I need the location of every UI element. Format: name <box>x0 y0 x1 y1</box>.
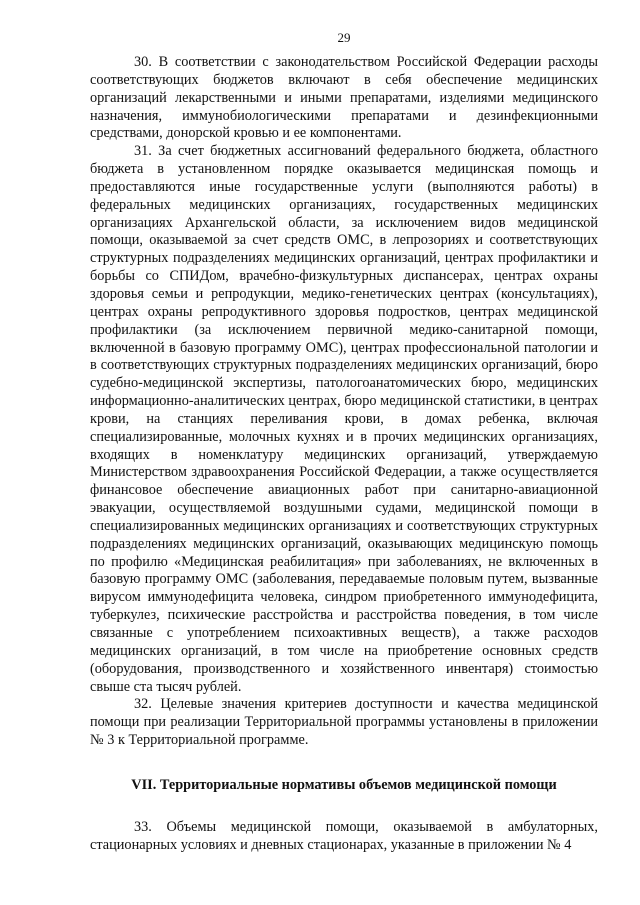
document-page <box>90 30 598 855</box>
paragraph-31: 31. За счет бюджетных ассигнований федерального бюджета, областного бюджета в установленном порядке оказывается медицинская помощь и предоставляются иные государственные услуги (выполняются работы) в федеральных медицинских организациях, государственных медицинских организациях Архангельской области, за исключением видов медицинской помощи, оказываемой за счет средств ОМС, в лепрозориях и соответствующих структурных подразделениях медицинских организаций, центрах профилактики и борьбы со СПИДом, врачебно-физкультурных диспансерах, центрах охраны здоровья семьи и репродукции, медико-генетических центрах (консультациях), центрах охраны репродуктивного здоровья подростков, центрах медицинской профилактики (за исключением первичной медико-санитарной помощи, включенной в базовую программу ОМС), центрах профессиональной патологии и в соответствующих структурных подразделениях медицинских организаций, бюро судебно-медицинской экспертизы, патологоанатомических бюро, медицинских информационно-аналитических центрах, бюро медицинской статистики, в центрах крови, на станциях переливания крови, в домах ребенка, включая специализированные, молочных кухнях и в прочих медицинских организациях, входящих в номенклатуру медицинских организаций, утверждаемую Министерством здравоохранения Российской Федерации, а также осуществляется финансовое обеспечение авиационных работ при санитарно-авиационной эвакуации, осуществляемой воздушными судами, медицинской помощи в специализированных медицинских организациях и соответствующих структурных подразделениях медицинских организаций, оказывающих медицинскую помощь по профилю «Медицинская реабилитация» при заболеваниях, не включенных в базовую программу ОМС (заболевания, передаваемые половым путем, вызванные вирусом иммунодефицита человека, синдром приобретенного иммунодефицита, туберкулез, психические расстройства и расстройства поведения, в том числе связанные с употреблением психоактивных веществ), а также расходов медицинских организаций, в том числе на приобретение основных средств (оборудования, производственного и хозяйственного инвентаря) стоимостью свыше ста тысяч рублей. <box>90 143 598 695</box>
page-number: 29 <box>337 30 351 45</box>
paragraph-33: 33. Объемы медицинской помощи, оказываемой в амбулаторных, стационарных условиях и дневных стационарах, указанные в приложении № 4 <box>90 818 598 853</box>
paragraph-32: 32. Целевые значения критериев доступности и качества медицинской помощи при реализации Территориальной программы установлены в приложении № 3 к Территориальной программе. <box>90 696 598 749</box>
paragraph-30: 30. В соответствии с законодательством Российской Федерации расходы соответствующих бюджетов включают в себя обеспечение медицинских организаций лекарственными и иными препаратами, изделиями медицинского назначения, иммунобиологическими препаратами и дезинфекционными средствами, донорской кровью и ее компонентами. <box>90 54 598 142</box>
section-heading: VII. Территориальные нормативы объемов медицинской помощи <box>131 776 557 793</box>
